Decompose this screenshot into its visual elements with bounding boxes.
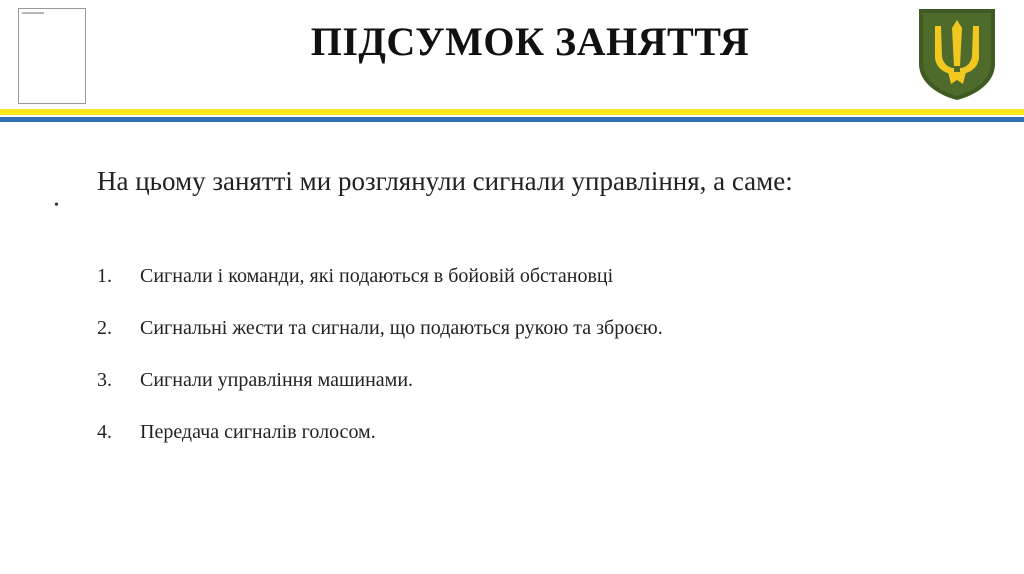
thumbnail-mark <box>22 12 44 14</box>
list-item-text: Сигнали і команди, які подаються в бойовій обстановці <box>140 265 614 287</box>
flag-stripes <box>0 109 1024 123</box>
list-item-number: 3. <box>97 369 112 391</box>
list-item-text: Сигнали управління машинами. <box>140 369 414 391</box>
list-item <box>97 420 663 472</box>
trident-shield-icon <box>915 6 999 102</box>
bullet-mark: • <box>54 198 59 213</box>
list-item-number: 4. <box>97 421 112 443</box>
blue-stripe <box>0 117 1024 122</box>
list-item <box>97 264 663 316</box>
list-item-text: Сигнальні жести та сигнали, що подаються рукою та зброєю. <box>140 317 663 339</box>
intro-text: На цьому занятті ми розглянули сигнали управління, а саме: <box>97 166 793 196</box>
summary-list <box>97 264 663 472</box>
slide-title: ПІДСУМОК ЗАНЯТТЯ <box>310 19 750 64</box>
list-item <box>97 316 663 368</box>
list-item <box>97 368 663 420</box>
list-item-text: Передача сигналів голосом. <box>140 421 376 443</box>
list-item-number: 1. <box>97 265 112 287</box>
list-item-number: 2. <box>97 317 112 339</box>
